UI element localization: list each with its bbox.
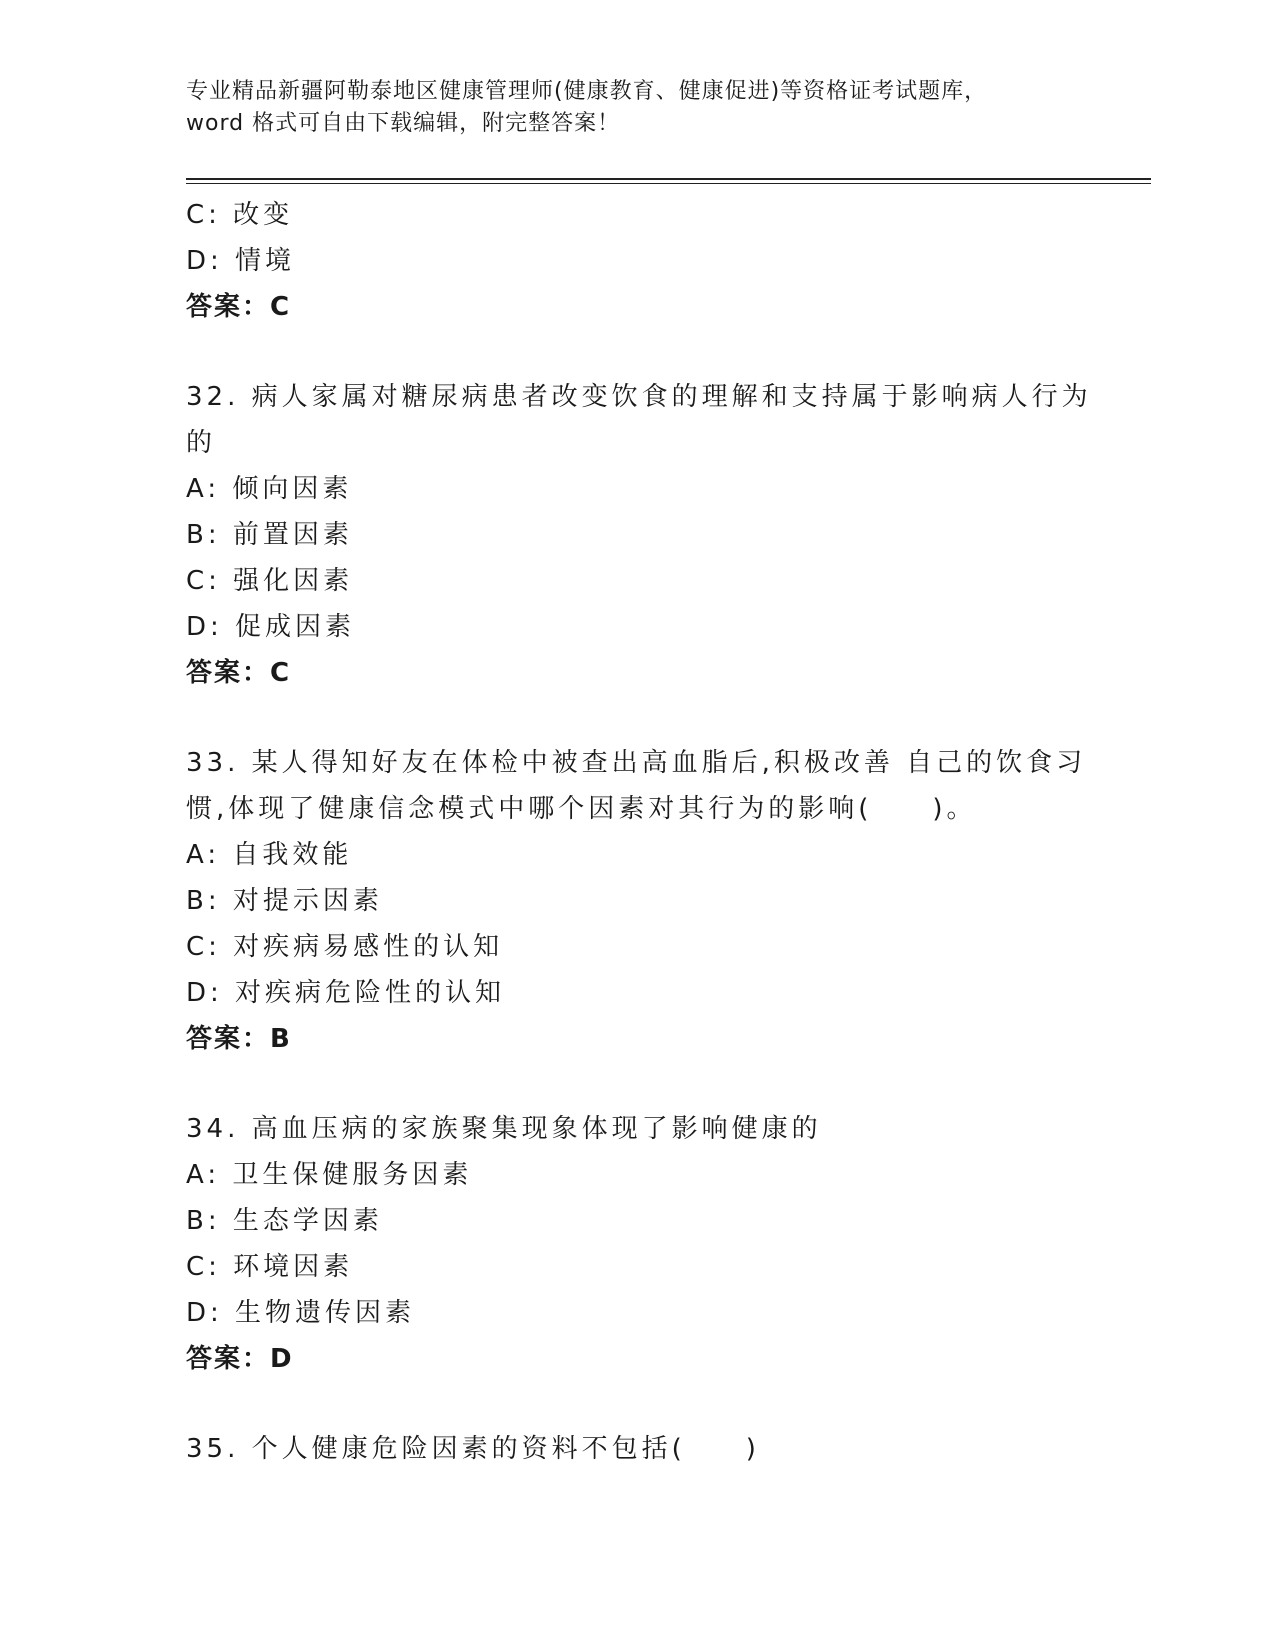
answer-line: 答案：C <box>186 658 292 688</box>
answer-line: 答案：C <box>186 292 292 322</box>
header-divider-thin <box>186 183 1151 184</box>
option-b: B: 对提示因素 <box>186 886 383 916</box>
header-line-2: word 格式可自由下载编辑，附完整答案！ <box>186 111 621 136</box>
question-32 <box>186 374 1092 696</box>
option-d: D: 促成因素 <box>186 612 356 642</box>
option-a: A: 倾向因素 <box>186 474 353 504</box>
option-a: A: 自我效能 <box>186 840 353 870</box>
question-stem: 32. 病人家属对糖尿病患者改变饮食的理解和支持属于影响病人行为 <box>186 382 1092 412</box>
option-b: B: 生态学因素 <box>186 1206 383 1236</box>
document-header <box>186 76 1086 140</box>
option-c: C: 对疾病易感性的认知 <box>186 932 504 962</box>
option-d: D: 对疾病危险性的认知 <box>186 978 506 1008</box>
question-stem: 33. 某人得知好友在体检中被查出高血脂后,积极改善 自己的饮食习 <box>186 748 1087 778</box>
answer-line: 答案：D <box>186 1344 294 1374</box>
question-34 <box>186 1106 1066 1382</box>
question-33 <box>186 740 1087 1062</box>
header-divider-thick <box>186 178 1151 180</box>
question-stem: 35. 个人健康危险因素的资料不包括( ) <box>186 1434 760 1464</box>
question-list <box>186 192 1092 1472</box>
question-stem-continued: 惯,体现了健康信念模式中哪个因素对其行为的影响( )。 <box>186 794 977 824</box>
option-c: C: 改变 <box>186 200 294 230</box>
question-stem-continued: 的 <box>186 428 217 458</box>
header-line-1: 专业精品新疆阿勒泰地区健康管理师(健康教育、健康促进)等资格证考试题库， <box>186 79 988 104</box>
option-a: A: 卫生保健服务因素 <box>186 1160 473 1190</box>
answer-line: 答案：B <box>186 1024 292 1054</box>
question-stem: 34. 高血压病的家族聚集现象体现了影响健康的 <box>186 1114 822 1144</box>
option-c: C: 强化因素 <box>186 566 354 596</box>
option-d: D: 生物遗传因素 <box>186 1298 416 1328</box>
question-partial-31 <box>186 192 1066 330</box>
question-35 <box>186 1426 1066 1472</box>
option-c: C: 环境因素 <box>186 1252 354 1282</box>
option-b: B: 前置因素 <box>186 520 353 550</box>
option-d: D: 情境 <box>186 246 296 276</box>
